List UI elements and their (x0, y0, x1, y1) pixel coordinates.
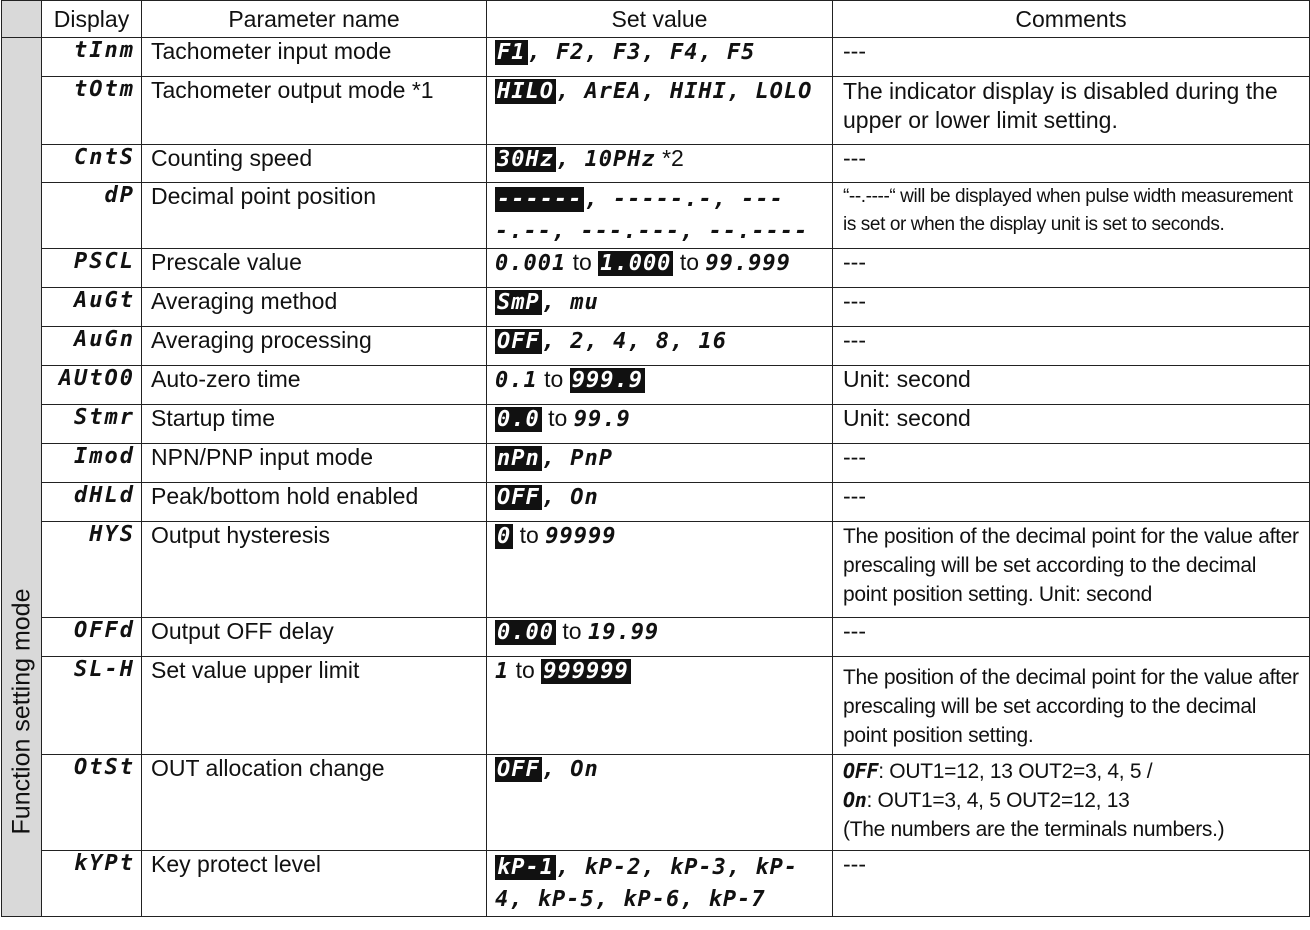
max-value: 99.999 (705, 251, 791, 276)
max-value: 99999 (545, 524, 617, 549)
default-value: 0.00 (497, 620, 554, 645)
other-values: , On (541, 757, 599, 782)
default-value: 1.000 (600, 251, 672, 276)
default-value: OFF (497, 757, 540, 782)
table-row (2, 618, 1310, 657)
parameter-name: Prescale value (142, 249, 487, 288)
parameter-name: OUT allocation change (142, 755, 487, 851)
comment: The position of the decimal point for the value after prescaling will be set according to the decimal point position setting. (833, 657, 1310, 755)
table-row (2, 851, 1310, 917)
default-value: 0 (497, 524, 512, 549)
set-value (487, 851, 833, 917)
to-word: to (673, 249, 706, 275)
comment-text: : OUT1=3, 4, 5 OUT2=12, 13 (866, 789, 1130, 812)
set-value (487, 444, 833, 483)
comment: The position of the decimal point for the value after prescaling will be set according to the decimal point position setting. Unit: second (833, 522, 1310, 618)
comment: --- (833, 145, 1310, 183)
comment: --- (833, 249, 1310, 288)
comment-text: : OUT1=12, 13 OUT2=3, 4, 5 / (878, 760, 1153, 783)
corner-cell (2, 1, 42, 38)
table-row (2, 288, 1310, 327)
parameter-name: NPN/PNP input mode (142, 444, 487, 483)
comment: --- (833, 288, 1310, 327)
header-row (2, 1, 1310, 38)
display-code: SL-H (42, 657, 142, 755)
to-word: to (541, 405, 574, 431)
display-code: tInm (42, 38, 142, 77)
display-code: HYS (42, 522, 142, 618)
comment-line (843, 757, 1303, 786)
to-word: to (509, 657, 542, 683)
table-row (2, 405, 1310, 444)
set-value (487, 366, 833, 405)
table-row (2, 755, 1310, 851)
footnote-mark: *2 (655, 145, 684, 171)
other-values: , 2, 4, 8, 16 (541, 329, 727, 354)
set-value (487, 249, 833, 288)
default-value: HILO (497, 79, 554, 104)
display-code: AuGt (42, 288, 142, 327)
parameter-name: Output OFF delay (142, 618, 487, 657)
display-code: dP (42, 183, 142, 249)
table-row (2, 249, 1310, 288)
display-code: dHLd (42, 483, 142, 522)
parameter-name: Startup time (142, 405, 487, 444)
set-value (487, 288, 833, 327)
display-code: kYPt (42, 851, 142, 917)
comment: The indicator display is disabled during the upper or lower limit setting. (833, 77, 1310, 145)
default-value: nPn (497, 446, 540, 471)
other-values: , F2, F3, F4, F5 (527, 40, 756, 65)
display-code: AuGn (42, 327, 142, 366)
parameter-name: Peak/bottom hold enabled (142, 483, 487, 522)
default-value: OFF (497, 329, 540, 354)
table-row (2, 483, 1310, 522)
min-value: 0.1 (495, 368, 538, 393)
display-code: AUtO0 (42, 366, 142, 405)
display-code: OtSt (42, 755, 142, 851)
other-values: , On (541, 485, 599, 510)
function-setting-table (1, 0, 1310, 917)
parameter-name: Averaging processing (142, 327, 487, 366)
other-values: , -----.-, ----.--, ---.---, --.---- (495, 187, 809, 244)
set-value (487, 183, 833, 249)
other-values: , PnP (541, 446, 613, 471)
comment-seg: On (843, 788, 867, 812)
min-value: 1 (495, 659, 510, 684)
parameter-name: Tachometer output mode *1 (142, 77, 487, 145)
comment: --- (833, 618, 1310, 657)
comment-line (843, 815, 1303, 844)
set-value (487, 405, 833, 444)
comment: --- (833, 851, 1310, 917)
table-row (2, 77, 1310, 145)
parameter-name: Counting speed (142, 145, 487, 183)
display-code: Imod (42, 444, 142, 483)
default-value: kP-1 (497, 855, 554, 880)
set-value (487, 483, 833, 522)
set-value (487, 522, 833, 618)
set-value (487, 755, 833, 851)
to-word: to (513, 522, 546, 548)
table-row (2, 444, 1310, 483)
comment: --- (833, 327, 1310, 366)
header-set-value: Set value (487, 1, 833, 38)
display-code: OFFd (42, 618, 142, 657)
other-values: , ArEA, HIHI, LOLO (555, 79, 813, 104)
other-values: , kP-2, kP-3, kP-4, kP-5, kP-6, kP-7 (495, 855, 799, 912)
table-row (2, 38, 1310, 77)
set-value (487, 618, 833, 657)
comment: Unit: second (833, 366, 1310, 405)
default-value: 0.0 (497, 407, 540, 432)
max-value: 19.99 (587, 620, 660, 645)
default-value: 999999 (543, 659, 629, 684)
parameter-name: Tachometer input mode (142, 38, 487, 77)
comment (833, 755, 1310, 851)
comment: Unit: second (833, 405, 1310, 444)
default-value: 999.9 (571, 368, 643, 393)
comment: --- (833, 444, 1310, 483)
display-code: CntS (42, 145, 142, 183)
max-value: 99.9 (573, 407, 631, 432)
set-value (487, 145, 833, 183)
default-value: SmP (497, 290, 540, 315)
parameter-name: Auto-zero time (142, 366, 487, 405)
table-row (2, 145, 1310, 183)
comment-seg: OFF (843, 759, 879, 783)
table-row (2, 657, 1310, 755)
comment: “--.----“ will be displayed when pulse width measurement is set or when the display unit is set to seconds. (833, 183, 1310, 249)
display-code: PSCL (42, 249, 142, 288)
default-value: ------ (497, 187, 583, 212)
display-code: tOtm (42, 77, 142, 145)
min-value: 0.001 (495, 251, 567, 276)
set-value (487, 77, 833, 145)
table-row (2, 366, 1310, 405)
parameter-name: Set value upper limit (142, 657, 487, 755)
table-row (2, 522, 1310, 618)
to-word: to (537, 366, 570, 392)
header-display: Display (42, 1, 142, 38)
default-value: OFF (497, 485, 540, 510)
other-values: , 10PHz (555, 147, 656, 172)
to-word: to (555, 618, 588, 644)
comment: --- (833, 483, 1310, 522)
header-parameter-name: Parameter name (142, 1, 487, 38)
parameter-name: Decimal point position (142, 183, 487, 249)
to-word: to (566, 249, 599, 275)
table-row (2, 183, 1310, 249)
side-label: Function setting mode (7, 588, 35, 835)
parameter-name: Output hysteresis (142, 522, 487, 618)
parameter-name: Key protect level (142, 851, 487, 917)
set-value (487, 38, 833, 77)
header-comments: Comments (833, 1, 1310, 38)
other-values: , mu (541, 290, 599, 315)
comment-text: (The numbers are the terminals numbers.) (843, 818, 1225, 841)
comment-line (843, 786, 1303, 815)
table-row (2, 327, 1310, 366)
set-value (487, 327, 833, 366)
side-label-cell (2, 38, 42, 917)
comment: --- (833, 38, 1310, 77)
set-value (487, 657, 833, 755)
default-value: 30Hz (497, 147, 554, 172)
parameter-name: Averaging method (142, 288, 487, 327)
display-code: Stmr (42, 405, 142, 444)
default-value: F1 (497, 40, 526, 65)
